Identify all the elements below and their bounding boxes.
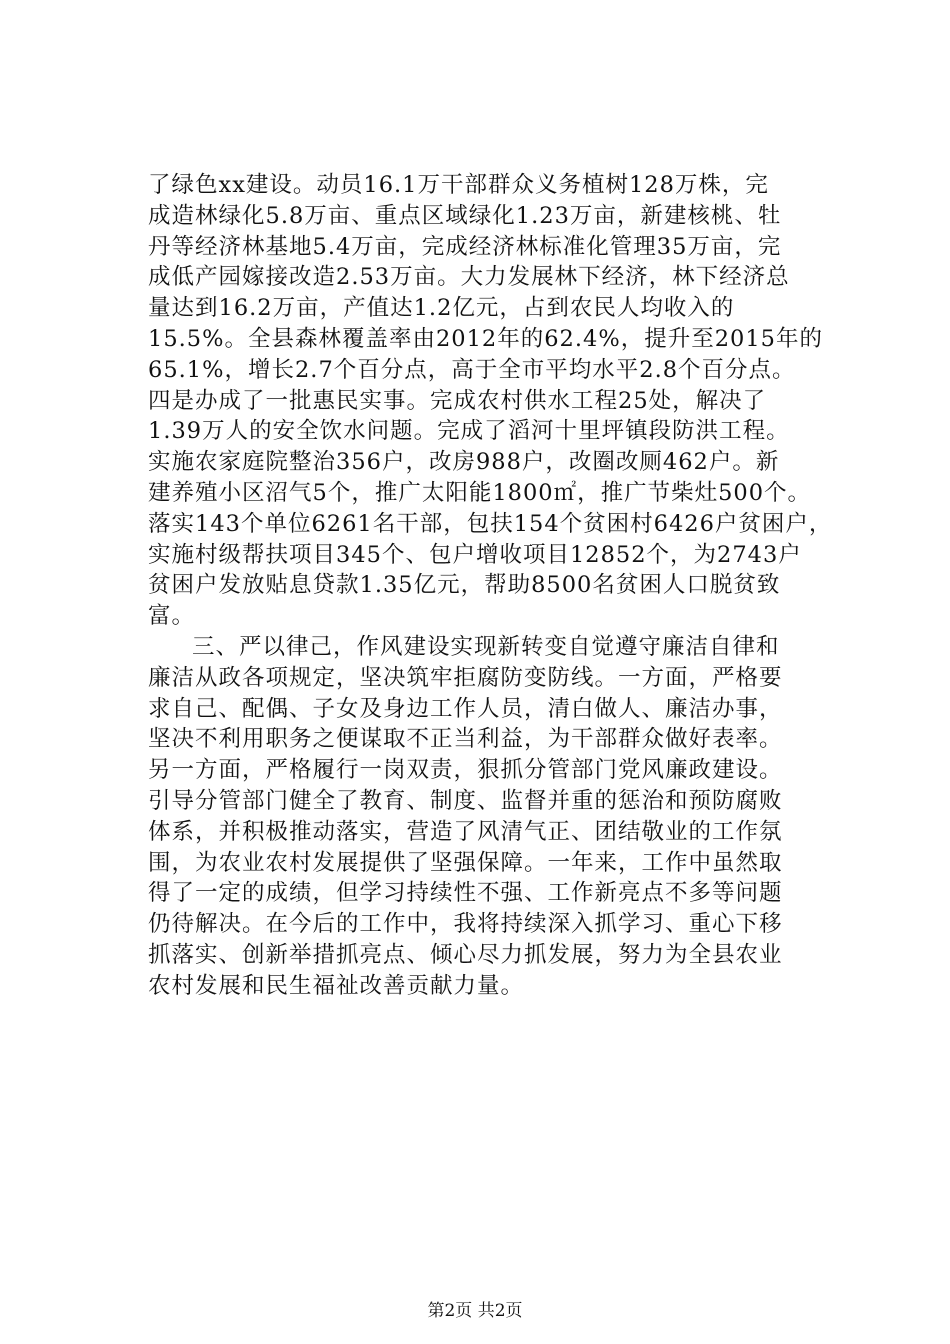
page-number-label: 第2页 共2页 — [427, 1301, 523, 1321]
text-line: 15.5%。全县森林覆盖率由2012年的62.4%，提升至2015年的 — [148, 325, 823, 352]
text-line: 成低产园嫁接改造2.53万亩。大力发展林下经济，林下经济总 — [148, 264, 790, 291]
page-footer — [0, 1300, 950, 1322]
text-line: 建养殖小区沼气5个，推广太阳能1800㎡，推广节柴灶500个。 — [148, 479, 812, 506]
text-line: 坚决不利用职务之便谋取不正当利益，为干部群众做好表率。 — [148, 726, 783, 753]
text-line: 仍待解决。在今后的工作中，我将持续深入抓学习、重心下移 — [148, 911, 783, 938]
text-line: 农村发展和民生福祉改善贡献力量。 — [148, 972, 525, 999]
paragraph-start-line: 三、严以律己，作风建设实现新转变自觉遵守廉洁自律和 — [192, 633, 780, 660]
text-line: 落实143个单位6261名干部，包扶154个贫困村6426户贫困户， — [148, 510, 833, 537]
text-line: 65.1%，增长2.7个百分点，高于全市平均水平2.8个百分点。 — [148, 356, 796, 383]
text-line: 丹等经济林基地5.4万亩，完成经济林标准化管理35万亩，完 — [148, 233, 782, 260]
text-line: 实施农家庭院整治356户，改房988户，改圈改厕462户。新 — [148, 449, 780, 476]
text-line: 成造林绿化5.8万亩、重点区域绿化1.23万亩，新建核桃、牡 — [148, 202, 782, 229]
text-line: 富。 — [148, 603, 196, 630]
text-line: 1.39万人的安全饮水问题。完成了滔河十里坪镇段防洪工程。 — [148, 418, 790, 445]
text-line: 求自己、配偶、子女及身边工作人员，清白做人、廉洁办事， — [148, 695, 783, 722]
text-line: 实施村级帮扶项目345个、包户增收项目12852个，为2743户 — [148, 541, 802, 568]
text-line: 廉洁从政各项规定，坚决筑牢拒腐防变防线。一方面，严格要 — [148, 664, 783, 691]
document-body — [148, 170, 833, 1002]
text-line: 围，为农业农村发展提供了坚强保障。一年来，工作中虽然取 — [148, 849, 783, 876]
text-line: 了绿色xx建设。动员16.1万干部群众义务植树128万株，完 — [148, 172, 769, 198]
text-line: 体系，并积极推动落实，营造了风清气正、团结敬业的工作氛 — [148, 818, 783, 845]
text-line: 四是办成了一批惠民实事。完成农村供水工程25处，解决了 — [148, 387, 767, 414]
text-line: 贫困户发放贴息贷款1.35亿元，帮助8500名贫困人口脱贫致 — [148, 572, 781, 599]
text-line: 引导分管部门健全了教育、制度、监督并重的惩治和预防腐败 — [148, 787, 783, 814]
text-line: 量达到16.2万亩，产值达1.2亿元，占到农民人均收入的 — [148, 295, 735, 322]
text-line: 另一方面，严格履行一岗双责，狠抓分管部门党风廉政建设。 — [148, 757, 783, 784]
text-line: 抓落实、创新举措抓亮点、倾心尽力抓发展，努力为全县农业 — [148, 941, 783, 968]
text-line: 得了一定的成绩，但学习持续性不强、工作新亮点不多等问题 — [148, 880, 783, 907]
